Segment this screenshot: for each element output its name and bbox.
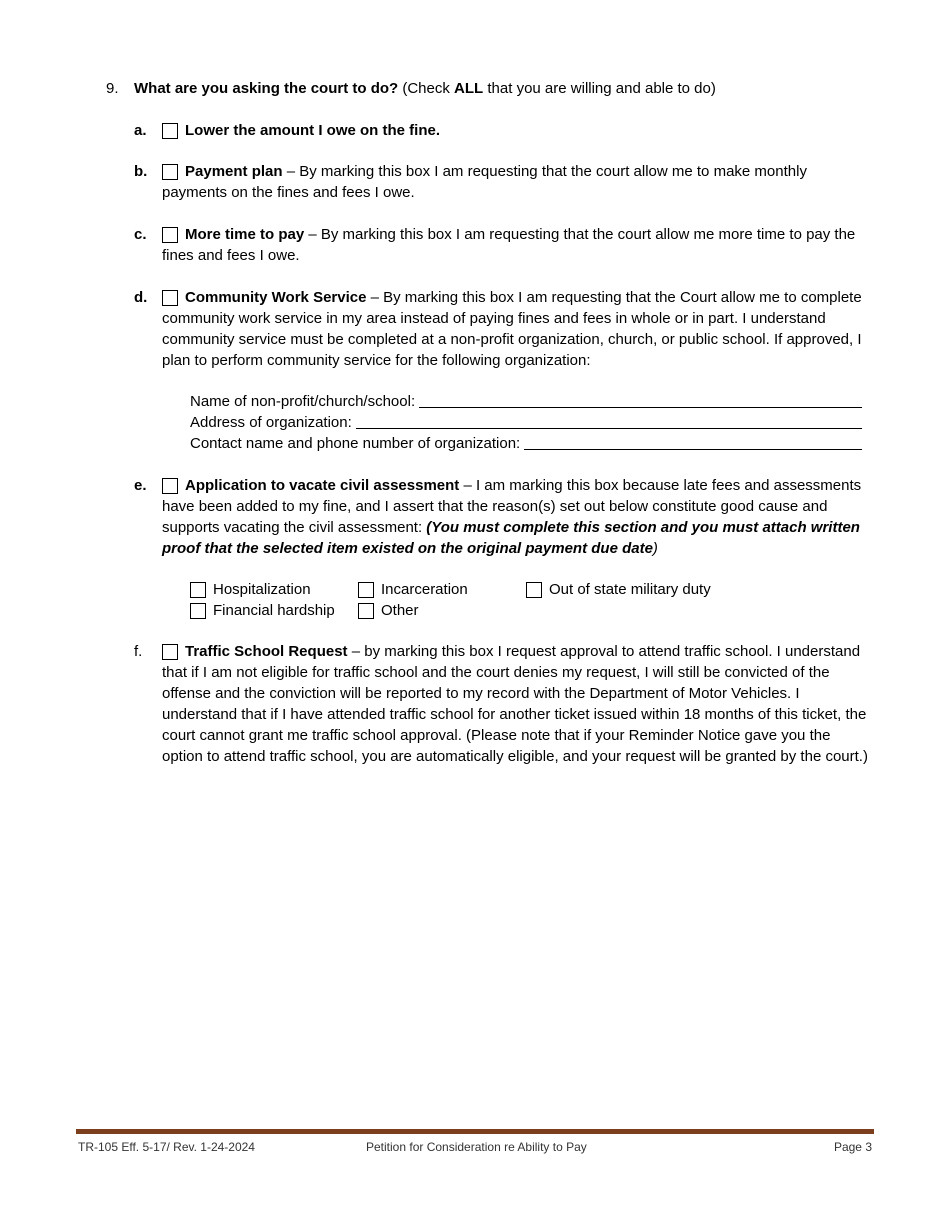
checkbox-lower-fine[interactable] xyxy=(162,123,178,139)
reason-incarceration[interactable] xyxy=(358,579,468,600)
option-emphasis: (You must complete this section and you must attach written proof that the selected item existed on the original payment due date xyxy=(162,519,860,557)
checkbox-other[interactable] xyxy=(358,603,374,619)
option-letter: c. xyxy=(134,226,147,243)
option-close: ) xyxy=(652,540,658,557)
checkbox-vacate-assessment[interactable] xyxy=(162,478,178,494)
org-name-label: Name of non-profit/church/school: xyxy=(190,393,416,410)
reason-label: Financial hardship xyxy=(213,602,335,619)
option-letter: e. xyxy=(134,477,147,494)
option-text: – by marking this box I request approval to attend traffic school. I understand that if I am not eligible for traffic school and the court denies my request, I will still be convicted of the offense and the conviction will be reported to my record with the Department of Motor Vehicles. I understand that if I have attended traffic school for another ticket issued within 18 months of this ticket, the court cannot grant me traffic school approval. (Please note that if your Reminder Notice gave you the option to attend traffic school, you are automatically eligible, and your request will be granted by the court.) xyxy=(162,643,868,765)
reason-hardship[interactable] xyxy=(190,600,335,621)
footer-form-id: TR-105 Eff. 5-17/ Rev. 1-24-2024 xyxy=(78,1140,255,1154)
option-text: – I am marking this box because late fees and assessments have been added to my fine, and I assert that the reason(s) set out below constitute good cause and supports vacating the civil assessment: xyxy=(162,477,862,536)
question-note-post: that you are willing and able to do) xyxy=(483,80,716,97)
option-title: Application to vacate civil assessment xyxy=(185,477,460,494)
option-text: – By marking this box I am requesting that the Court allow me to complete community work service in my area instead of paying fines and fees in whole or in part. I understand community service must be completed at a non-profit organization, church, or public school. If approved, I plan to perform community service for the following organization: xyxy=(162,289,862,369)
org-name-row xyxy=(190,391,862,412)
reason-label: Other xyxy=(381,602,419,619)
option-letter: d. xyxy=(134,289,148,306)
checkbox-payment-plan[interactable] xyxy=(162,164,178,180)
reason-military[interactable] xyxy=(526,579,711,600)
option-title: More time to pay xyxy=(185,226,305,243)
footer-form-title: Petition for Consideration re Ability to Pay xyxy=(366,1140,587,1154)
reason-label: Incarceration xyxy=(381,581,468,598)
reason-other[interactable] xyxy=(358,600,419,621)
option-letter: f. xyxy=(134,643,143,660)
option-title: Payment plan xyxy=(185,163,283,180)
option-text: – By marking this box I am requesting that the court allow me more time to pay the fines and fees I owe. xyxy=(162,226,856,264)
checkbox-traffic-school[interactable] xyxy=(162,644,178,660)
question-number: 9. xyxy=(106,80,119,97)
checkbox-community-service[interactable] xyxy=(162,290,178,306)
org-name-field[interactable] xyxy=(419,391,862,408)
checkbox-more-time[interactable] xyxy=(162,227,178,243)
checkbox-hospitalization[interactable] xyxy=(190,582,206,598)
option-letter: a. xyxy=(134,122,147,139)
org-address-label: Address of organization: xyxy=(190,414,352,431)
footer-rule xyxy=(76,1129,874,1134)
question-note-pre: (Check xyxy=(402,80,455,97)
footer-page-number: Page 3 xyxy=(833,1140,872,1154)
checkbox-incarceration[interactable] xyxy=(358,582,374,598)
question-title: What are you asking the court to do? xyxy=(134,80,399,97)
option-title: Lower the amount I owe on the fine. xyxy=(185,122,441,139)
org-contact-label: Contact name and phone number of organization: xyxy=(190,435,521,452)
reason-label: Hospitalization xyxy=(213,581,311,598)
option-text: – By marking this box I am requesting that the court allow me to make monthly payments on the fines and fees I owe. xyxy=(162,163,807,201)
reason-label: Out of state military duty xyxy=(549,581,711,598)
option-letter: b. xyxy=(134,163,148,180)
reason-hospitalization[interactable] xyxy=(190,579,311,600)
org-contact-field[interactable] xyxy=(524,433,862,450)
option-title: Community Work Service xyxy=(185,289,367,306)
checkbox-military[interactable] xyxy=(526,582,542,598)
option-title: Traffic School Request xyxy=(185,643,348,660)
org-contact-row xyxy=(190,433,862,454)
checkbox-hardship[interactable] xyxy=(190,603,206,619)
org-address-field[interactable] xyxy=(356,412,862,429)
org-address-row xyxy=(190,412,862,433)
question-note-bold: ALL xyxy=(454,80,484,97)
question-text xyxy=(134,78,716,99)
